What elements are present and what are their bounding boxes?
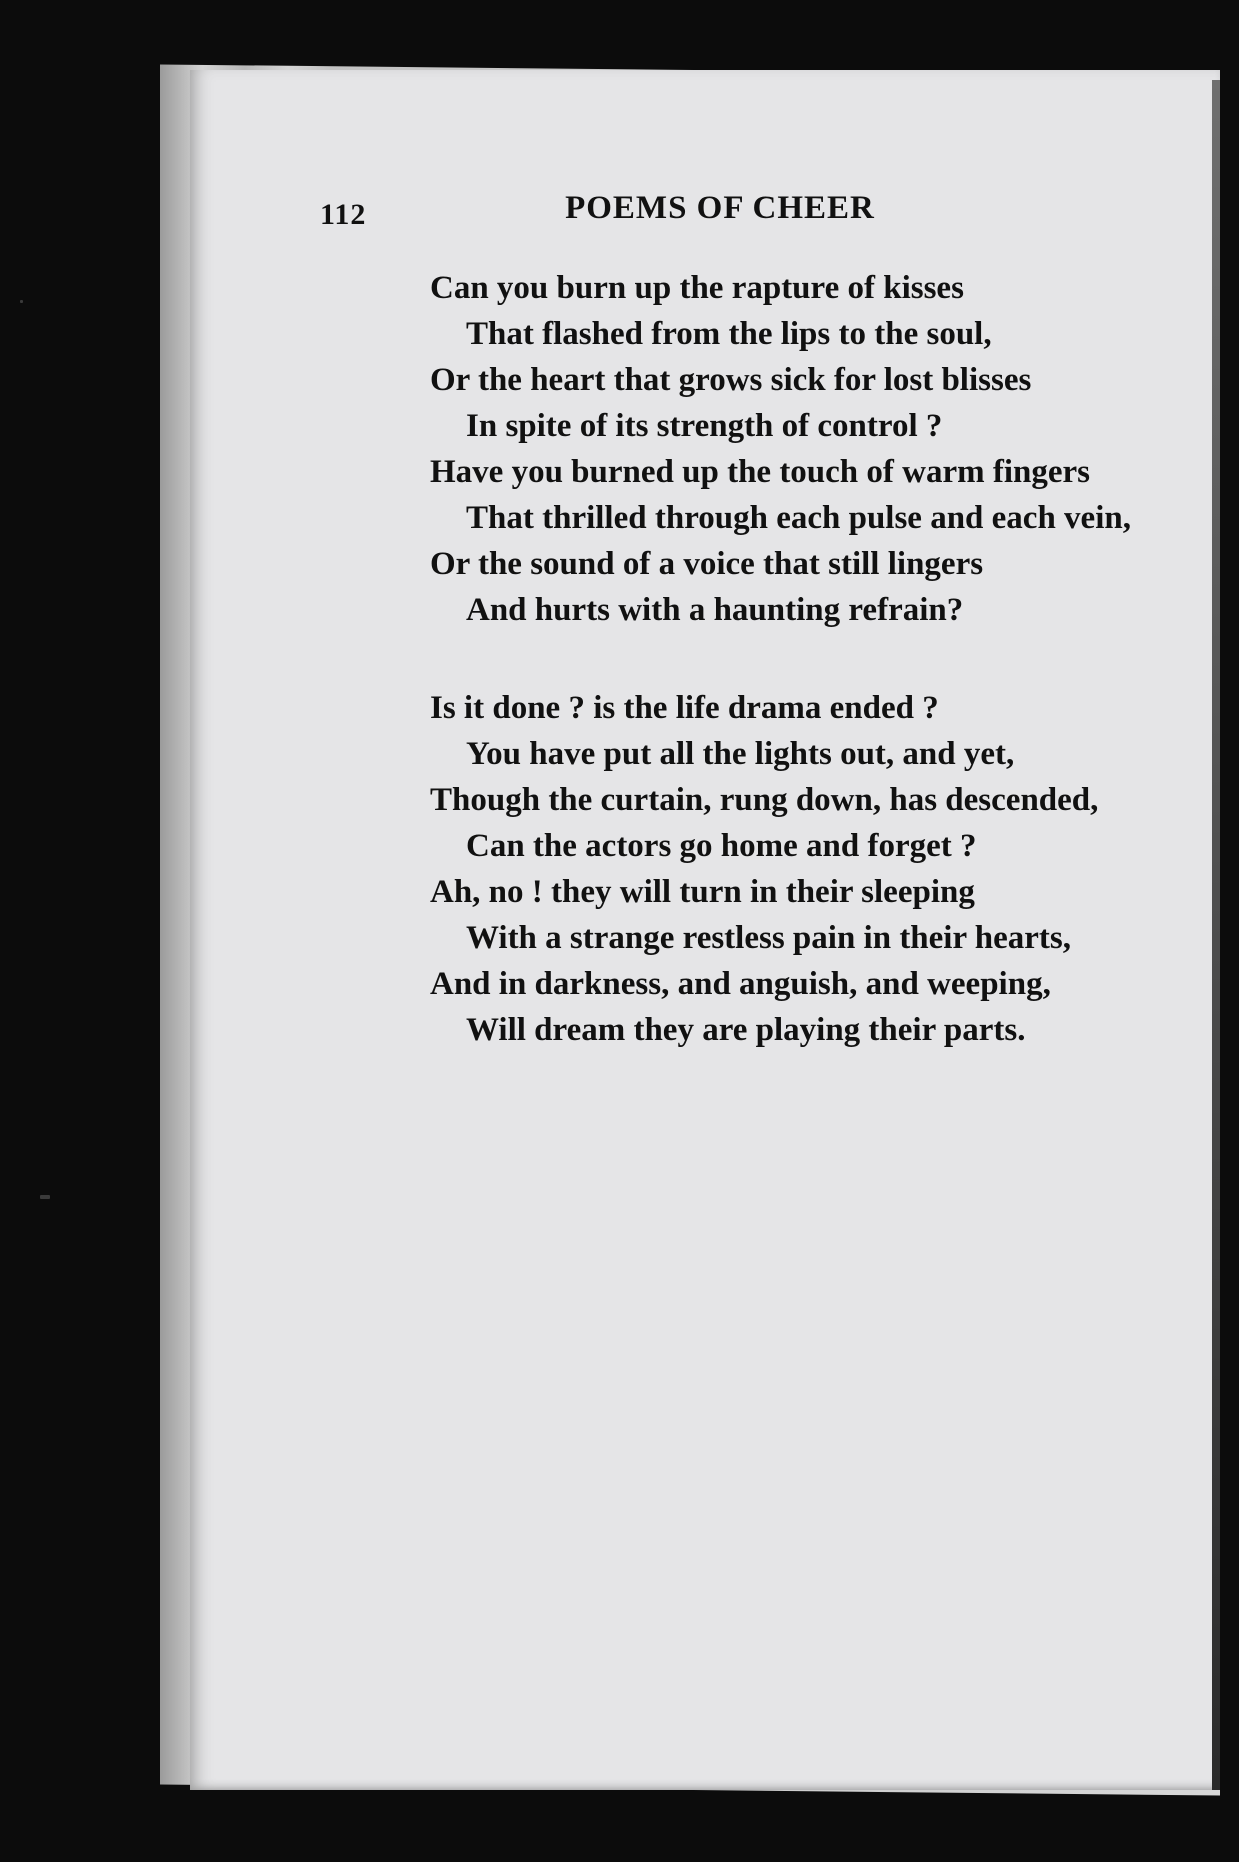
- poem-line: With a strange restless pain in their hearts,: [466, 920, 1072, 956]
- stanza: [430, 265, 1190, 633]
- poem: [430, 265, 1190, 1105]
- running-title: POEMS OF CHEER: [565, 190, 875, 226]
- poem-line: Ah, no ! they will turn in their sleeping: [430, 874, 975, 910]
- poem-line: That flashed from the lips to the soul,: [466, 316, 992, 352]
- binding-edge: [1212, 80, 1220, 1790]
- page-header: [320, 190, 1120, 240]
- poem-line: You have put all the lights out, and yet,: [466, 736, 1015, 772]
- scan-speck: [20, 300, 23, 303]
- poem-line: Is it done ? is the life drama ended ?: [430, 690, 939, 726]
- poem-line: Have you burned up the touch of warm fingers: [430, 454, 1091, 490]
- poem-line: Though the curtain, rung down, has descended,: [430, 782, 1099, 818]
- poem-line: Will dream they are playing their parts.: [466, 1012, 1026, 1048]
- poem-line: And in darkness, and anguish, and weeping,: [430, 966, 1051, 1002]
- scan-speck: [40, 1195, 50, 1199]
- poem-line: And hurts with a haunting refrain?: [466, 592, 964, 628]
- poem-line: In spite of its strength of control ?: [466, 408, 943, 444]
- poem-line: Can you burn up the rapture of kisses: [430, 270, 964, 306]
- book-page: [190, 70, 1220, 1790]
- poem-line: Can the actors go home and forget ?: [466, 828, 977, 864]
- poem-line: That thrilled through each pulse and each vein,: [466, 500, 1131, 536]
- stanza: [430, 685, 1190, 1053]
- page-number: 112: [320, 198, 367, 231]
- poem-line: Or the heart that grows sick for lost blisses: [430, 362, 1032, 398]
- poem-line: Or the sound of a voice that still lingers: [430, 546, 984, 582]
